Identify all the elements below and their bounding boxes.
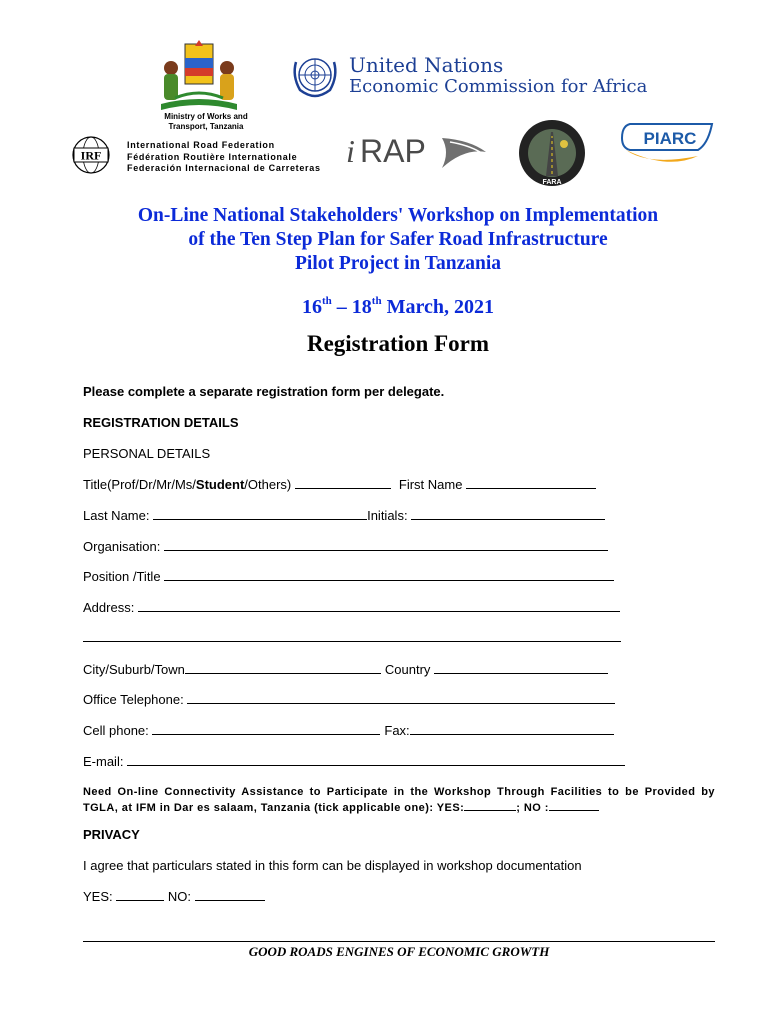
email-field[interactable] bbox=[127, 754, 625, 766]
ministry-caption-line1: Ministry of Works and bbox=[164, 112, 248, 121]
first-name-label: First Name bbox=[398, 477, 467, 492]
irap-letters: RAP bbox=[360, 133, 426, 169]
title-first-name-row bbox=[83, 477, 596, 493]
cell-phone-field[interactable] bbox=[152, 723, 380, 735]
uneca-name bbox=[349, 54, 647, 98]
organisation-row bbox=[83, 539, 608, 555]
office-telephone-field[interactable] bbox=[187, 692, 615, 704]
consent-yes-field[interactable] bbox=[116, 889, 164, 901]
address-field-2[interactable] bbox=[83, 630, 621, 642]
connectivity-notice bbox=[83, 784, 715, 816]
fax-field[interactable] bbox=[410, 723, 614, 735]
address-label: Address: bbox=[83, 600, 138, 615]
title-line3: Pilot Project in Tanzania bbox=[294, 253, 502, 274]
position-label: Position /Title bbox=[83, 569, 165, 584]
uneca-line2: Economic Commission for Africa bbox=[349, 76, 648, 97]
fara-logo bbox=[512, 118, 592, 188]
country-field[interactable] bbox=[434, 662, 608, 674]
irf-line3: Federación Internacional de Carreteras bbox=[127, 163, 321, 173]
address-field[interactable] bbox=[138, 600, 620, 612]
cell-fax-row bbox=[83, 723, 614, 739]
date-start-day: 16 bbox=[302, 296, 323, 318]
workshop-dates bbox=[40, 296, 756, 319]
irf-line1: International Road Federation bbox=[127, 140, 275, 150]
address-row bbox=[83, 600, 620, 616]
office-telephone-row bbox=[83, 692, 615, 708]
irf-badge-text: IRF bbox=[80, 148, 102, 163]
date-end-day: 18 bbox=[351, 296, 372, 318]
initials-label: Initials: bbox=[367, 508, 412, 523]
date-start-suffix: th bbox=[322, 295, 332, 307]
date-dash: – bbox=[331, 296, 352, 318]
first-name-field[interactable] bbox=[466, 477, 596, 489]
title-line2: of the Ten Step Plan for Safer Road Infrastructure bbox=[188, 229, 608, 250]
email-row bbox=[83, 754, 625, 770]
connectivity-no-field[interactable] bbox=[549, 801, 599, 811]
last-name-row bbox=[83, 508, 605, 524]
last-name-label: Last Name: bbox=[83, 508, 154, 523]
cell-phone-label: Cell phone: bbox=[83, 723, 153, 738]
title-field-label: Title(Prof/Dr/Mr/Ms/ bbox=[83, 477, 196, 492]
date-month-year: March, 2021 bbox=[381, 296, 494, 318]
privacy-consent-row bbox=[83, 889, 265, 905]
ministry-caption-line2: Transport, Tanzania bbox=[168, 122, 244, 131]
instruction-text: Please complete a separate registration form per delegate. bbox=[83, 384, 445, 399]
registration-details-heading: REGISTRATION DETAILS bbox=[83, 415, 239, 430]
country-label: Country bbox=[384, 662, 435, 677]
address-row-2 bbox=[83, 630, 621, 646]
title-line1: On-Line National Stakeholders' Workshop on Implementation bbox=[137, 205, 659, 226]
city-label: City/Suburb/Town bbox=[83, 662, 185, 677]
date-end-suffix: th bbox=[371, 295, 382, 307]
city-field[interactable] bbox=[185, 662, 381, 674]
city-country-row bbox=[83, 662, 608, 678]
irap-logo bbox=[346, 128, 488, 174]
piarc-logo bbox=[618, 120, 716, 166]
title-field[interactable] bbox=[295, 477, 391, 489]
tanzania-coat-of-arms-logo bbox=[155, 38, 243, 114]
form-heading: Registration Form bbox=[306, 331, 490, 356]
position-row bbox=[83, 569, 614, 585]
workshop-title bbox=[40, 204, 756, 276]
position-field[interactable] bbox=[164, 569, 614, 581]
organisation-field[interactable] bbox=[164, 539, 608, 551]
personal-details-heading: PERSONAL DETAILS bbox=[83, 446, 211, 461]
irf-emblem-logo bbox=[66, 135, 116, 175]
connectivity-no-label: ; NO : bbox=[516, 802, 549, 814]
consent-yes-label: YES: bbox=[83, 889, 117, 904]
privacy-text: I agree that particulars stated in this form can be displayed in workshop documentation bbox=[83, 858, 582, 873]
footer-divider bbox=[83, 941, 715, 942]
title-others-label: /Others) bbox=[244, 477, 295, 492]
irf-line2: Fédération Routière Internationale bbox=[127, 151, 298, 162]
last-name-field[interactable] bbox=[153, 508, 367, 520]
piarc-text: PIARC bbox=[643, 129, 697, 148]
uneca-line1: United Nations bbox=[349, 53, 504, 77]
connectivity-notice-text: Need On-line Connectivity Assistance to Participate in the Workshop Through Facilities to be Provided by TGLA, at IFM in Dar es salaam, Tanzania (tick applicable one): YES: bbox=[83, 786, 715, 814]
consent-no-field[interactable] bbox=[195, 889, 265, 901]
footer-slogan: GOOD ROADS ENGINES OF ECONOMIC GROWTH bbox=[248, 944, 550, 959]
fara-text: FARA bbox=[542, 179, 562, 186]
irap-i: i bbox=[346, 133, 355, 169]
office-telephone-label: Office Telephone: bbox=[83, 692, 188, 707]
connectivity-yes-field[interactable] bbox=[464, 801, 516, 811]
email-label: E-mail: bbox=[83, 754, 128, 769]
un-emblem-logo bbox=[290, 52, 340, 98]
consent-no-label: NO: bbox=[164, 889, 195, 904]
title-student-option: Student bbox=[195, 477, 245, 492]
initials-field[interactable] bbox=[411, 508, 605, 520]
fax-label: Fax: bbox=[384, 723, 410, 738]
organisation-label: Organisation: bbox=[83, 539, 164, 554]
privacy-heading: PRIVACY bbox=[83, 827, 140, 842]
ministry-caption bbox=[150, 112, 262, 132]
irf-name bbox=[127, 140, 321, 175]
